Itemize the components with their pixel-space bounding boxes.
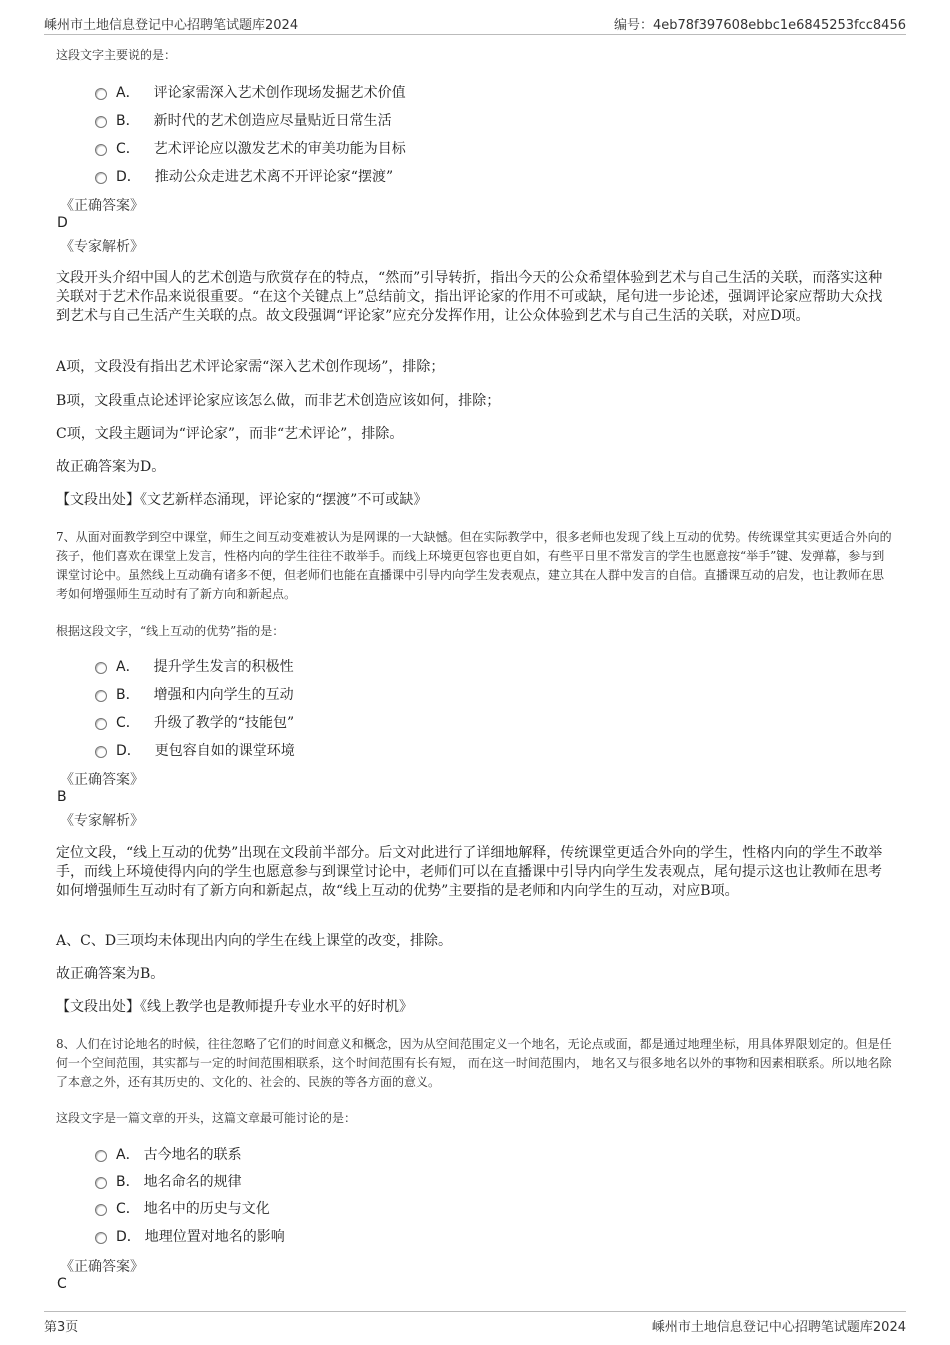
q6-option-b[interactable]: B． 新时代的艺术创造应尽量贴近日常生活 bbox=[95, 110, 392, 130]
radio-icon[interactable] bbox=[95, 690, 107, 702]
q6-prompt: 这段文字主要说的是： bbox=[56, 48, 177, 62]
q7-analysis-label: 《专家解析》 bbox=[60, 813, 144, 829]
radio-icon[interactable] bbox=[95, 144, 107, 156]
radio-icon[interactable] bbox=[95, 746, 107, 758]
q6-source: 【文段出处】《文艺新样态涌现，评论家的“摆渡”不可或缺》 bbox=[56, 492, 428, 508]
radio-icon[interactable] bbox=[95, 1204, 107, 1216]
radio-icon[interactable] bbox=[95, 1232, 107, 1244]
page-number: 第3页 bbox=[44, 1320, 79, 1335]
q6-option-a[interactable]: A． 评论家需深入艺术创作现场发掘艺术价值 bbox=[95, 82, 406, 102]
q7-prompt: 根据这段文字，“线上互动的优势”指的是： bbox=[56, 624, 285, 638]
page-header bbox=[44, 12, 906, 35]
q6-analysis-a: A项，文段没有指出艺术评论家需“深入艺术创作现场”，排除； bbox=[56, 359, 445, 375]
page-footer bbox=[44, 1311, 906, 1336]
q8-option-c[interactable]: C． 地名中的历史与文化 bbox=[95, 1198, 270, 1218]
footer-title: 嵊州市土地信息登记中心招聘笔试题库2024 bbox=[651, 1320, 906, 1335]
q7-analysis-main: 定位文段，“线上互动的优势”出现在文段前半部分。后文对此进行了详细地解释，传统课堂更适合外向的学生，性格内向的学生不敢举手，而线上环境使得内向的学生也愿意参与到课堂讨论中，老师们可以在直播课中引导内向学生发表观点，尾句提示这也让教师在思考如何增强师生互动时有了新方向和新起点，故“线上互动的优势”主要指的是老师和内向学生的互动，对应B项。 bbox=[56, 845, 883, 899]
q6-analysis-label: 《专家解析》 bbox=[60, 239, 144, 255]
q7-passage: 7、从面对面教学到空中课堂，师生之间互动变难被认为是网课的一大缺憾。但在实际教学中，很多老师也发现了线上互动的优势。传统课堂其实更适合外向的孩子，他们喜欢在课堂上发言，性格内向的学生往往不敢举手。而线上环境更包容也更自如，有些平日里不常发言的学生也愿意按“举手”键、发弹幕，参与到课堂讨论中。虽然线上互动确有诸多不便，但老师们也能在直播课中引导内向学生发表观点，建立其在人群中发言的自信。直播课互动的启发，也让教师在思考如何增强师生互动时有了新方向和新起点。 bbox=[56, 530, 892, 601]
header-doc-id: 编号：4eb78f397608ebbc1e6845253fcc8456 bbox=[613, 18, 906, 33]
radio-icon[interactable] bbox=[95, 1177, 107, 1189]
q8-answer-label: 《正确答案》 bbox=[60, 1259, 144, 1275]
q6-answer-label: 《正确答案》 bbox=[60, 198, 144, 214]
radio-icon[interactable] bbox=[95, 116, 107, 128]
q7-option-b[interactable]: B． 增强和内向学生的互动 bbox=[95, 684, 294, 704]
q7-option-d[interactable]: D． 更包容自如的课堂环境 bbox=[95, 740, 295, 760]
q7-option-c[interactable]: C． 升级了教学的“技能包” bbox=[95, 712, 294, 732]
radio-icon[interactable] bbox=[95, 172, 107, 184]
q8-answer: C bbox=[57, 1276, 67, 1292]
radio-icon[interactable] bbox=[95, 662, 107, 674]
q7-answer: B bbox=[57, 789, 67, 805]
q7-conclusion: 故正确答案为B。 bbox=[56, 966, 165, 982]
q8-prompt: 这段文字是一篇文章的开头，这篇文章最可能讨论的是： bbox=[56, 1111, 357, 1125]
q8-option-d[interactable]: D． 地理位置对地名的影响 bbox=[95, 1226, 285, 1246]
q6-analysis-main: 文段开头介绍中国人的艺术创造与欣赏存在的特点，“然而”引导转折，指出今天的公众希望体验到艺术与自己生活的关联，而落实这种关联对于艺术作品来说很重要。“在这个关键点上”总结前文，指出评论家的作用不可或缺，尾句进一步论述，强调评论家应帮助大众找到艺术与自己生活产生关联的点。故文段强调“评论家”应充分发挥作用，让公众体验到艺术与自己生活的关联，对应D项。 bbox=[56, 270, 883, 324]
radio-icon[interactable] bbox=[95, 718, 107, 730]
q8-option-b[interactable]: B． 地名命名的规律 bbox=[95, 1171, 242, 1191]
q7-source: 【文段出处】《线上教学也是教师提升专业水平的好时机》 bbox=[56, 999, 413, 1015]
q6-answer: D bbox=[57, 215, 68, 231]
q7-analysis-others: A、C、D三项均未体现出内向的学生在线上课堂的改变，排除。 bbox=[56, 933, 453, 949]
q6-option-d[interactable]: D． 推动公众走进艺术离不开评论家“摆渡” bbox=[95, 166, 393, 186]
radio-icon[interactable] bbox=[95, 1150, 107, 1162]
q8-option-a[interactable]: A． 古今地名的联系 bbox=[95, 1144, 242, 1164]
q7-answer-label: 《正确答案》 bbox=[60, 772, 144, 788]
q8-passage: 8、人们在讨论地名的时候，往往忽略了它们的时间意义和概念，因为从空间范围定义一个地名，无论点或面，都是通过地理坐标，用具体界限划定的。但是任何一个空间范围，其实都与一定的时间范围相联系，这个时间范围有长有短， 而在这一时间范围内， 地名又与很多地名以外的事物和因素相联系。所以地名除了本意之外，还有其历史的、文化的、社会的、民族的等各方面的意义。 bbox=[56, 1037, 892, 1089]
header-title: 嵊州市土地信息登记中心招聘笔试题库2024 bbox=[44, 18, 299, 33]
q6-analysis-c: C项，文段主题词为“评论家”，而非“艺术评论”，排除。 bbox=[56, 426, 404, 442]
q6-analysis-b: B项，文段重点论述评论家应该怎么做，而非艺术创造应该如何，排除； bbox=[56, 393, 501, 409]
q7-option-a[interactable]: A． 提升学生发言的积极性 bbox=[95, 656, 294, 676]
radio-icon[interactable] bbox=[95, 88, 107, 100]
q6-option-c[interactable]: C． 艺术评论应以激发艺术的审美功能为目标 bbox=[95, 138, 406, 158]
q6-conclusion: 故正确答案为D。 bbox=[56, 459, 166, 475]
